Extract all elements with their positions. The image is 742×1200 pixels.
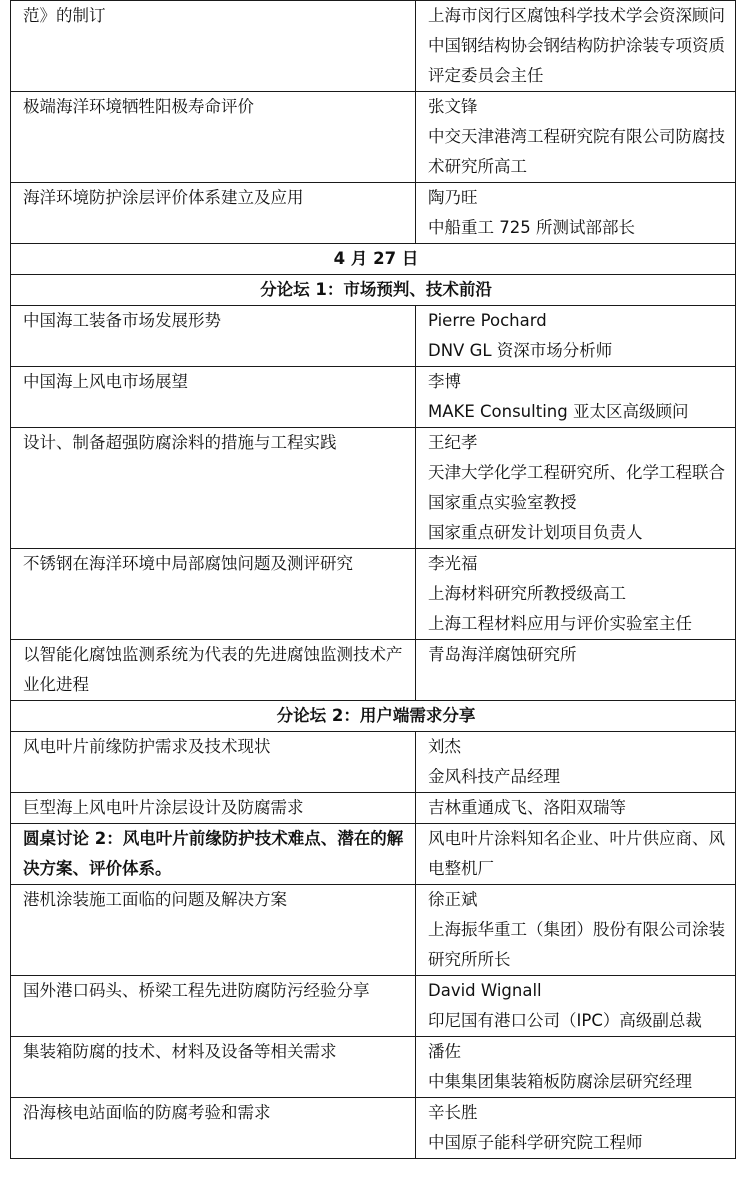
agenda-row — [11, 885, 736, 976]
topic-cell: 海洋环境防护涂层评价体系建立及应用 — [11, 183, 416, 244]
speaker-name: 徐正斌 — [428, 890, 478, 909]
date-header: 4 月 27 日 — [11, 244, 736, 275]
speaker-cell — [416, 367, 736, 428]
speaker-line: 中国钢结构协会钢结构防护涂装专项资质评定委员会主任 — [428, 36, 725, 85]
topic-cell: 以智能化腐蚀监测系统为代表的先进腐蚀监测技术产业化进程 — [11, 640, 416, 701]
speaker-line: 天津大学化学工程研究所、化学工程联合国家重点实验室教授 — [428, 463, 725, 512]
roundtable-row — [11, 824, 736, 885]
speaker-line: DNV GL 资深市场分析师 — [428, 341, 613, 360]
agenda-row — [11, 640, 736, 701]
speaker-cell — [416, 732, 736, 793]
speaker-cell — [416, 885, 736, 976]
topic-cell: 集装箱防腐的技术、材料及设备等相关需求 — [11, 1037, 416, 1098]
speaker-name: 辛长胜 — [428, 1103, 478, 1122]
speaker-line: 中交天津港湾工程研究院有限公司防腐技术研究所高工 — [428, 127, 725, 176]
speaker-line: 金风科技产品经理 — [428, 767, 560, 786]
speaker-name: 张文锋 — [428, 97, 478, 116]
speaker-cell — [416, 428, 736, 549]
agenda-row — [11, 549, 736, 640]
speaker-cell — [416, 183, 736, 244]
speaker-line: MAKE Consulting 亚太区高级顾问 — [428, 402, 689, 421]
speaker-cell — [416, 1, 736, 92]
agenda-row — [11, 1037, 736, 1098]
speaker-name: 李博 — [428, 372, 461, 391]
speaker-line: 青岛海洋腐蚀研究所 — [428, 645, 577, 664]
speaker-name: Pierre Pochard — [428, 311, 547, 330]
roundtable-topic-cell: 圆桌讨论 2：风电叶片前缘防护技术难点、潜在的解决方案、评价体系。 — [11, 824, 416, 885]
speaker-cell — [416, 824, 736, 885]
speaker-cell — [416, 1098, 736, 1159]
section-header: 分论坛 1：市场预判、技术前沿 — [11, 275, 736, 306]
speaker-name: 陶乃旺 — [428, 188, 478, 207]
speaker-line: 国家重点研发计划项目负责人 — [428, 523, 643, 542]
speaker-line: 上海市闵行区腐蚀科学技术学会资深顾问 — [428, 6, 725, 25]
agenda-row — [11, 367, 736, 428]
topic-cell: 范》的制订 — [11, 1, 416, 92]
agenda-row — [11, 92, 736, 183]
speaker-line: 中国原子能科学研究院工程师 — [428, 1133, 643, 1152]
section-header: 分论坛 2：用户端需求分享 — [11, 701, 736, 732]
agenda-row — [11, 183, 736, 244]
topic-cell: 巨型海上风电叶片涂层设计及防腐需求 — [11, 793, 416, 824]
speaker-name: 潘佐 — [428, 1042, 461, 1061]
speaker-cell — [416, 1037, 736, 1098]
agenda-row — [11, 428, 736, 549]
speaker-cell — [416, 549, 736, 640]
speaker-line: 风电叶片涂料知名企业、叶片供应商、风电整机厂 — [428, 829, 725, 878]
speaker-line: 印尼国有港口公司（IPC）高级副总裁 — [428, 1011, 702, 1030]
speaker-name: 李光福 — [428, 554, 478, 573]
agenda-row — [11, 1098, 736, 1159]
speaker-line: 上海工程材料应用与评价实验室主任 — [428, 614, 692, 633]
date-header-row — [11, 244, 736, 275]
topic-cell: 港机涂装施工面临的问题及解决方案 — [11, 885, 416, 976]
section-header-row — [11, 701, 736, 732]
agenda-row — [11, 732, 736, 793]
speaker-line: 中集集团集装箱板防腐涂层研究经理 — [428, 1072, 692, 1091]
speaker-cell — [416, 976, 736, 1037]
speaker-line: 上海振华重工（集团）股份有限公司涂装研究所所长 — [428, 920, 725, 969]
speaker-cell — [416, 306, 736, 367]
topic-cell: 设计、制备超强防腐涂料的措施与工程实践 — [11, 428, 416, 549]
topic-cell: 不锈钢在海洋环境中局部腐蚀问题及测评研究 — [11, 549, 416, 640]
speaker-line: 吉林重通成飞、洛阳双瑞等 — [428, 798, 626, 817]
speaker-name: 刘杰 — [428, 737, 461, 756]
topic-cell: 极端海洋环境牺牲阳极寿命评价 — [11, 92, 416, 183]
speaker-cell — [416, 92, 736, 183]
topic-cell: 风电叶片前缘防护需求及技术现状 — [11, 732, 416, 793]
topic-cell: 中国海上风电市场展望 — [11, 367, 416, 428]
section-header-row — [11, 275, 736, 306]
speaker-line: 上海材料研究所教授级高工 — [428, 584, 626, 603]
topic-cell: 沿海核电站面临的防腐考验和需求 — [11, 1098, 416, 1159]
speaker-line: 中船重工 725 所测试部部长 — [428, 218, 635, 237]
agenda-table — [10, 0, 736, 1159]
agenda-row — [11, 306, 736, 367]
topic-cell: 中国海工装备市场发展形势 — [11, 306, 416, 367]
agenda-row — [11, 976, 736, 1037]
agenda-row — [11, 793, 736, 824]
topic-cell: 国外港口码头、桥梁工程先进防腐防污经验分享 — [11, 976, 416, 1037]
speaker-cell — [416, 793, 736, 824]
speaker-name: David Wignall — [428, 981, 542, 1000]
speaker-cell — [416, 640, 736, 701]
speaker-name: 王纪孝 — [428, 433, 478, 452]
agenda-row — [11, 1, 736, 92]
